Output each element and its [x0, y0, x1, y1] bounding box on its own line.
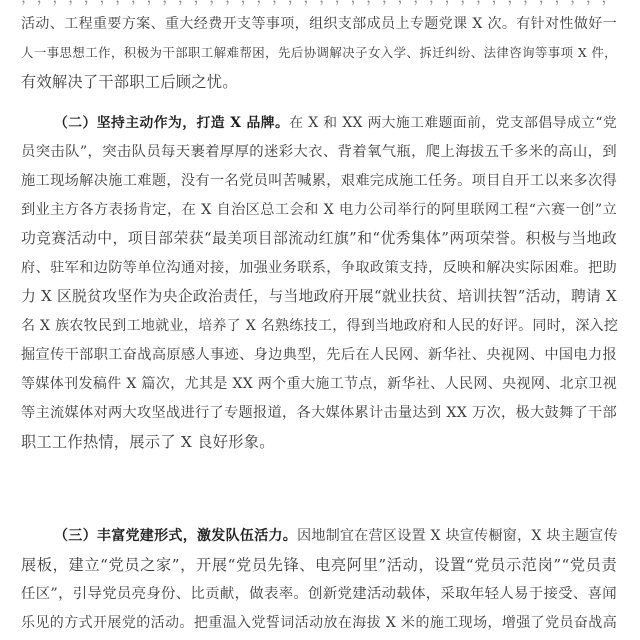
paragraph-first-line	[54, 112, 617, 134]
text-line: 施工现场解决施工难题，没有一名党员叫苦喊累，艰难完成施工任务。项目自开工以来多次得	[21, 173, 617, 189]
paragraph-first-line	[54, 525, 617, 547]
section-heading: （二）坚持主动作为，打造 X 品牌。	[54, 115, 290, 131]
text-line: 人一事思想工作，积极为干部职工解难帮困，先后协调解决子女入学、拆迁纠纷、法律咨询等事项 X 件，	[21, 45, 617, 60]
text-line: 员突击队”，突击队员每天裹着厚厚的迷彩大衣、背着氧气瓶，爬上海拔五千多米的高山，到	[21, 144, 617, 160]
text-line: 功竞赛活动中，项目部荣获“最美项目部流动红旗”和“优秀集体”两项荣誉。积极与当地政	[21, 230, 617, 247]
text-run: 因地制宜在营区设置 X 块宣传橱窗，X 块主题宣传	[297, 528, 618, 544]
text-line: 等主流媒体对两大攻坚战进行了专题报道，各大媒体累计击量达到 XX 万次，极大鼓舞了干部	[21, 405, 617, 421]
text-line: 到业主方各方表扬肯定，在 X 自治区总工会和 X 电力公司举行的阿里联网工程“六赛一创”立	[21, 202, 617, 218]
text-line: 活动、工程重要方案、重大经费开支等事项，组织支部成员上专题党课 X 次。有针对性做好一	[21, 16, 617, 32]
section-heading: （三）丰富党建形式，激发队伍活力。	[54, 528, 298, 544]
text-line: 等媒体刊发稿件 X 篇次，尤其是 XX 两个重大施工节点，新华社、人民网、央视网、北京卫视	[21, 376, 617, 392]
text-line: 展板，建立“党员之家”，开展“党员先锋、电亮阿里”活动，设置“党员示范岗”“党员责	[21, 556, 617, 574]
text-line: 名 X 族农牧民到工地就业，培养了 X 名熟练技工，得到当地政府和人民的好评。同时，深入挖	[21, 318, 619, 334]
text-line: 掘宣传干部职工奋战高原感人事迹、身边典型，先后在人民网、新华社、央视网、中国电力报	[21, 347, 617, 363]
text-line: 任区”，引导党员亮身份、比贡献，做表率。创新党建活动载体，采取年轻人易于接受、喜闻	[21, 586, 617, 602]
partial-line-top	[21, 0, 617, 8]
text-line: 府、驻军和边防等单位沟通对接，加强业务联系，争取政策支持，反映和解决实际困难。把助	[21, 260, 617, 276]
text-line: 职工工作热情，展示了 X 良好形象。	[21, 433, 275, 451]
text-line: 力 X 区脱贫攻坚作为央企政治责任，与当地政府开展“就业扶贫、培训扶智”活动，聘请 X	[21, 288, 617, 305]
text-line: 有效解决了干部职工后顾之忧。	[21, 73, 238, 91]
text-line: 乐见的方式开展党的活动。把重温入党誓词活动放在海拔 X 米的施工现场，增强了党员奋战高	[21, 615, 617, 631]
text-run: 在 X 和 XX 两大施工难题面前，党支部倡导成立“党	[289, 115, 617, 131]
